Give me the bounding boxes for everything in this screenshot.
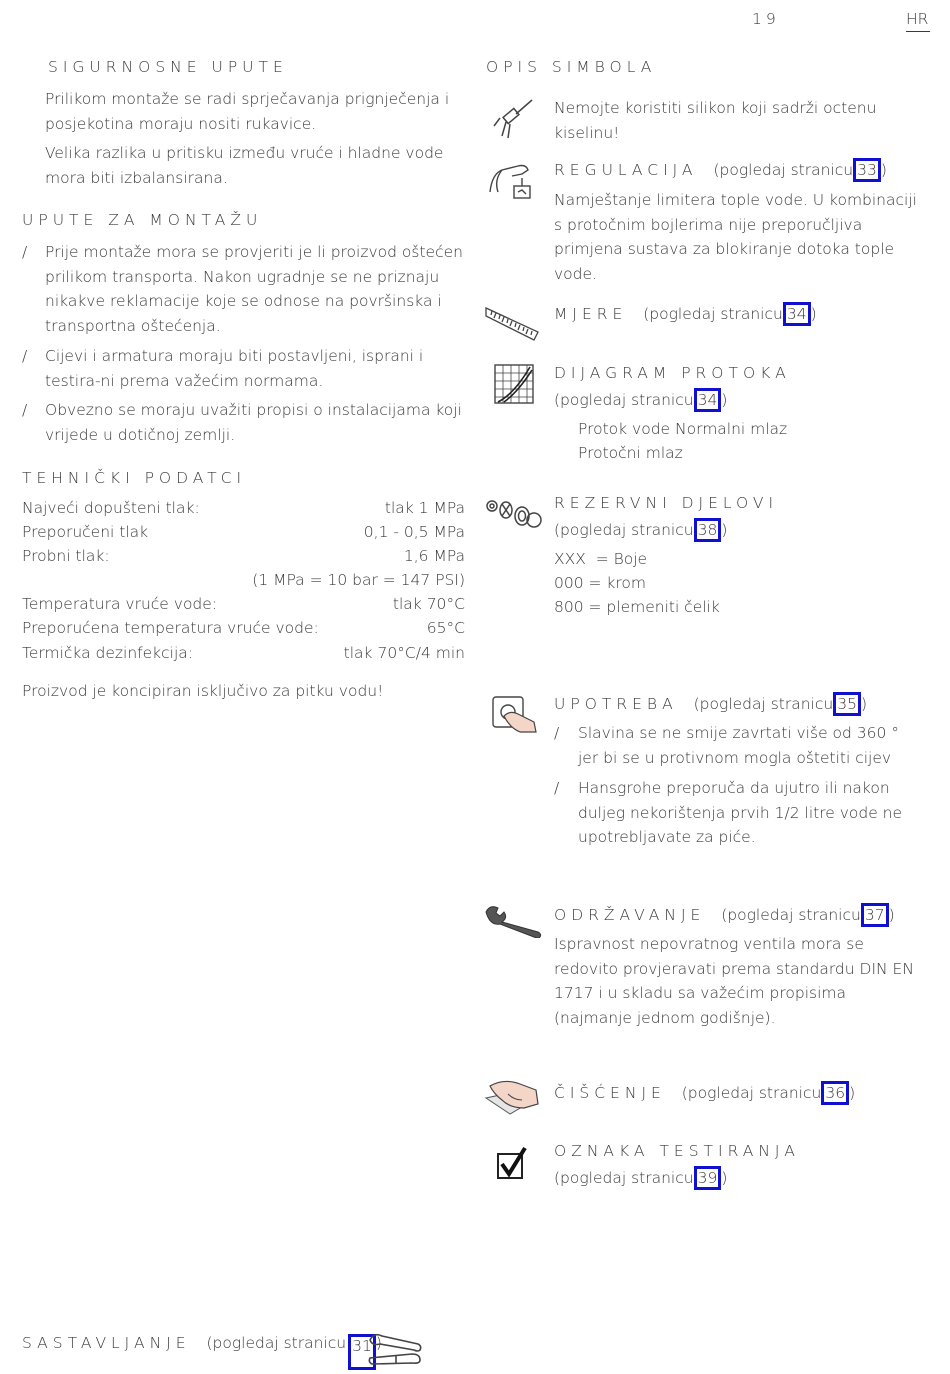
tech-value: (1 MPa = 10 bar = 147 PSI): [252, 571, 465, 589]
dimensions-heading: MJERE: [554, 305, 628, 323]
spares-heading: REZERVNI DJELOVI: [554, 494, 779, 512]
usage-item-text: Hansgrohe preporuča da ujutro ili nakon duljeg nekorištenja prvih 1/2 litre vode ne upotrebljavate za piće.: [578, 779, 903, 846]
usage-item-text: Slavina se ne smije zavrtati više od 360 ° jer bi se u protivnom mogla oštetiti cijev: [578, 724, 900, 767]
install-heading: UPUTE ZA MONTAŽU: [22, 211, 263, 229]
tech-row: [22, 523, 465, 547]
ref-close: ): [721, 391, 728, 409]
usage-heading-row: [554, 692, 867, 716]
tech-label: Najveći dopušteni tlak:: [22, 499, 200, 517]
install-item: [22, 398, 465, 447]
assembly-ref: (pogledaj stranicu: [206, 1334, 347, 1352]
usage-heading: UPOTREBA: [554, 695, 678, 713]
ref-close: ): [880, 161, 887, 179]
tech-row: [22, 644, 465, 668]
ref-close: ): [721, 1169, 728, 1187]
test-heading: OZNAKA TESTIRANJA: [554, 1142, 800, 1160]
maintenance-heading-row: [554, 903, 895, 927]
usage-item: [554, 776, 924, 850]
spares-line: 800 = plemeniti čelik: [554, 598, 720, 616]
cleaning-heading: ČIŠĆENJE: [554, 1084, 666, 1102]
ref-close: ): [860, 695, 868, 713]
flow-line: Protok vode Normalni mlaz: [578, 420, 788, 438]
bullet-slash: /: [22, 401, 28, 419]
cleaning-page-link[interactable]: 36: [821, 1081, 849, 1105]
regulation-ref: (pogledaj stranicu: [713, 161, 854, 179]
test-ref-row: [554, 1166, 727, 1190]
ref-close: ): [810, 305, 817, 323]
checkbox-icon: [496, 1146, 528, 1182]
flow-page-link[interactable]: 34: [694, 388, 722, 412]
tech-heading: TEHNIČKI PODATCI: [22, 469, 247, 487]
ref-close: ): [888, 906, 895, 924]
ref-close: ): [721, 521, 728, 539]
cleaning-heading-row: [554, 1081, 855, 1105]
spares-page-link[interactable]: 38: [694, 518, 722, 542]
maintenance-ref: (pogledaj stranicu: [721, 906, 861, 924]
tech-value: 1,6 MPa: [403, 547, 465, 565]
tech-label: Preporučeni tlak: [22, 523, 149, 541]
bullet-slash: /: [554, 779, 560, 797]
tech-value: tlak 1 MPa: [384, 499, 465, 517]
language-underline: [906, 31, 930, 32]
ruler-icon: [484, 302, 540, 342]
tech-value: tlak 70°C/4 min: [343, 644, 465, 662]
silicone-text: Nemojte koristiti silikon koji sadrži octenu kiselinu!: [554, 99, 877, 142]
assembly-page-link[interactable]: 31: [348, 1334, 376, 1370]
dimensions-heading-row: [554, 302, 817, 326]
install-item: [22, 344, 465, 393]
safety-paragraph-2: Velika razlika u pritisku između vruće i hladne vode mora biti izbalansirana.: [45, 144, 444, 187]
dimensions-ref: (pogledaj stranicu: [643, 305, 783, 323]
tech-row: [22, 499, 465, 523]
test-ref: (pogledaj stranicu: [554, 1169, 694, 1187]
tech-value: 0,1 - 0,5 MPa: [363, 523, 465, 541]
tech-row: [22, 547, 465, 571]
bullet-slash: /: [22, 347, 28, 365]
page-number: 19: [752, 10, 780, 28]
usage-ref: (pogledaj stranicu: [693, 695, 834, 713]
usage-item: [554, 721, 924, 770]
dimensions-page-link[interactable]: 34: [783, 302, 811, 326]
language-code: HR: [906, 10, 929, 28]
maintenance-heading: ODRŽAVANJE: [554, 906, 706, 924]
drinking-water-note: Proizvod je koncipiran isključivo za pitku vodu!: [22, 682, 384, 700]
spare-parts-icon: [484, 496, 542, 532]
install-item: [22, 240, 465, 338]
regulation-heading: REGULACIJA: [554, 161, 698, 179]
install-item-text: Cijevi i armatura moraju biti postavljeni, isprani i testira-ni prema važećim normama.: [45, 347, 424, 390]
spares-ref-row: [554, 518, 727, 542]
tech-value: tlak 70°C: [392, 595, 465, 613]
flow-line: Protočni mlaz: [578, 444, 683, 462]
flow-heading: DIJAGRAM PROTOKA: [554, 364, 791, 382]
spares-ref: (pogledaj stranicu: [554, 521, 694, 539]
tech-label: Probni tlak:: [22, 547, 110, 565]
silicone-gun-icon: [492, 96, 536, 140]
tech-label: Termička dezinfekcija:: [22, 644, 193, 662]
hand-thermostat-icon: [488, 158, 536, 202]
flow-diagram-icon: [494, 364, 534, 404]
flow-ref-row: [554, 388, 727, 412]
tech-value: 65°C: [426, 619, 465, 637]
ref-close: ): [849, 1084, 856, 1102]
usage-page-link[interactable]: 35: [833, 692, 861, 716]
tech-row: [22, 595, 465, 619]
bullet-slash: /: [554, 724, 560, 742]
symbols-heading: OPIS SIMBOLA: [486, 58, 657, 76]
regulation-text: Namještanje limitera tople vode. U kombinaciji s protočnim bojlerima nije preporučljiva primjena sustava za blokiranje dotoka tople vode.: [554, 191, 917, 283]
maintenance-text: Ispravnost nepovratnog ventila mora se redovito provjeravati prema standardu DIN EN 1717 i u skladu sa važećim propisima (najmanje jednom godišnje).: [554, 935, 914, 1027]
ref-close: ): [375, 1334, 382, 1352]
wrench-icon: [484, 904, 542, 938]
spares-line: 000 = krom: [554, 574, 647, 592]
tech-label: Temperatura vruće vode:: [22, 595, 218, 613]
tech-label: Preporućena temperatura vruće vode:: [22, 619, 319, 637]
flow-ref: (pogledaj stranicu: [554, 391, 694, 409]
tools-icon: [366, 1330, 424, 1368]
safety-heading: SIGURNOSNE UPUTE: [48, 58, 288, 76]
test-page-link[interactable]: 39: [694, 1166, 722, 1190]
safety-paragraph-1: Prilikom montaže se radi sprječavanja prignječenja i posjekotina moraju nositi rukavice.: [45, 90, 450, 133]
assembly-heading-row: [22, 1334, 382, 1370]
tech-row: [22, 571, 465, 595]
install-item-text: Obvezno se moraju uvažiti propisi o instalacijama koji vrijede u dotičnoj zemlji.: [45, 401, 462, 444]
maintenance-page-link[interactable]: 37: [861, 903, 889, 927]
cleaning-hand-icon: [484, 1078, 542, 1118]
bullet-slash: /: [22, 243, 28, 261]
tech-row: [22, 619, 465, 643]
regulation-heading-row: [554, 158, 887, 182]
install-item-text: Prije montaže mora se provjeriti je li proizvod oštećen prilikom transporta. Nakon ugradnje se ne priznaju nikakve reklamacije koje se odnose na površinska i transportna oštećenja.: [45, 243, 463, 335]
regulation-page-link[interactable]: 33: [853, 158, 881, 182]
spares-line: XXX = Boje: [554, 550, 648, 568]
assembly-heading: SASTAVLJANJE: [22, 1334, 191, 1352]
hand-knob-icon: [490, 694, 538, 734]
cleaning-ref: (pogledaj stranicu: [681, 1084, 822, 1102]
